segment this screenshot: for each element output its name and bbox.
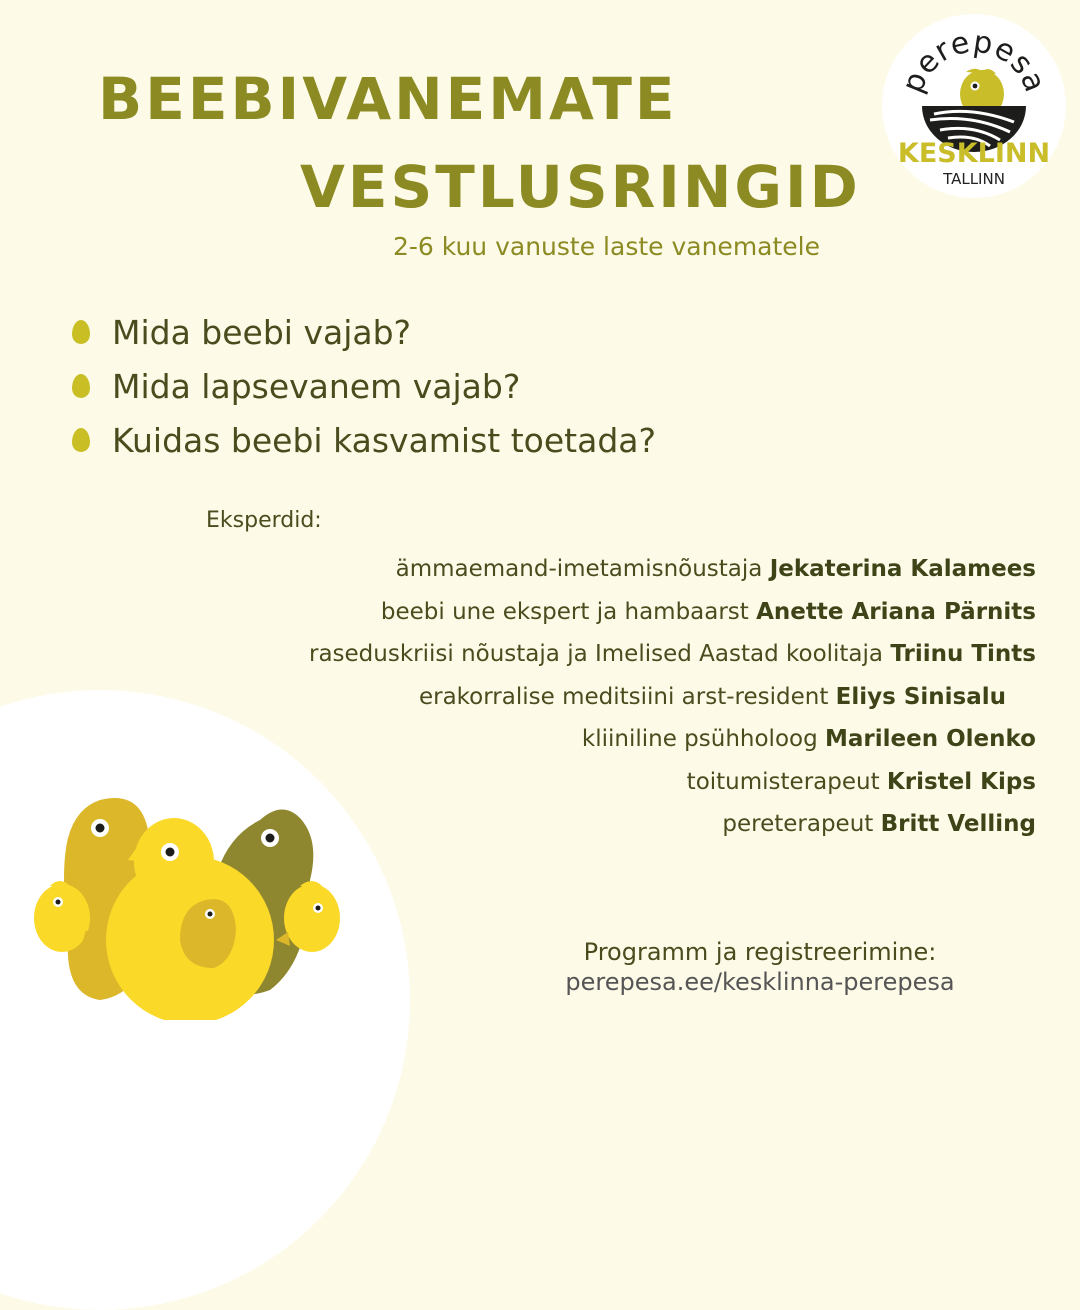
page-title-line1: BEEBIVANEMATE [98, 65, 678, 133]
bullet-egg-icon [72, 374, 90, 398]
topic-text: Kuidas beebi kasvamist toetada? [112, 420, 657, 460]
expert-name: Jekaterina Kalamees [769, 556, 1036, 582]
expert-name: Eliys Sinisalu [835, 683, 1006, 710]
expert-item [309, 633, 1036, 676]
bullet-egg-icon [72, 320, 90, 344]
experts-list [309, 548, 1036, 846]
registration-label: Programm ja registreerimine: [583, 938, 937, 966]
topic-item [72, 413, 656, 467]
expert-role: raseduskriisi nõustaja ja Imelised Aastad koolitaja [309, 641, 884, 667]
registration-info [480, 938, 1040, 996]
expert-item [309, 676, 1036, 719]
expert-name: Anette Ariana Pärnits [756, 598, 1036, 625]
expert-name: Britt Velling [880, 811, 1036, 837]
expert-item [309, 591, 1036, 634]
expert-role: pereterapeut [722, 811, 874, 837]
expert-role: beebi une ekspert ja hambaarst [380, 598, 749, 625]
registration-link[interactable]: perepesa.ee/kesklinna-perepesa [565, 968, 955, 996]
expert-name: Marileen Olenko [825, 726, 1036, 752]
expert-role: ämmaemand-imetamisnõustaja [395, 556, 763, 582]
expert-item [309, 761, 1036, 804]
expert-item [309, 718, 1036, 761]
topic-item [72, 359, 656, 413]
bullet-egg-icon [72, 428, 90, 452]
logo-location: KESKLINN [897, 138, 1051, 169]
logo-city: TALLINN [943, 170, 1005, 188]
bird-family-illustration-icon [20, 790, 360, 1020]
expert-name: Kristel Kips [886, 768, 1036, 795]
small-right-chick-icon [284, 884, 340, 952]
expert-item [309, 548, 1036, 591]
logo-brand-text: perepesa [895, 24, 1053, 98]
expert-role: erakorralise meditsiini arst-resident [418, 683, 829, 710]
expert-role: kliiniline psühholoog [581, 726, 818, 752]
page-title-line2: VESTLUSRINGID [300, 153, 861, 221]
page-subtitle: 2-6 kuu vanuste laste vanematele [392, 232, 820, 261]
experts-heading: Eksperdid: [206, 508, 322, 533]
small-left-chick-icon [34, 884, 90, 952]
topic-text: Mida lapsevanem vajab? [112, 366, 521, 406]
perepesa-logo[interactable] [882, 14, 1066, 198]
expert-item [309, 803, 1036, 846]
expert-name: Triinu Tints [890, 641, 1036, 667]
topic-list [72, 305, 656, 467]
topic-text: Mida beebi vajab? [112, 312, 412, 352]
expert-role: toitumisterapeut [686, 768, 880, 795]
topic-item [72, 305, 656, 359]
